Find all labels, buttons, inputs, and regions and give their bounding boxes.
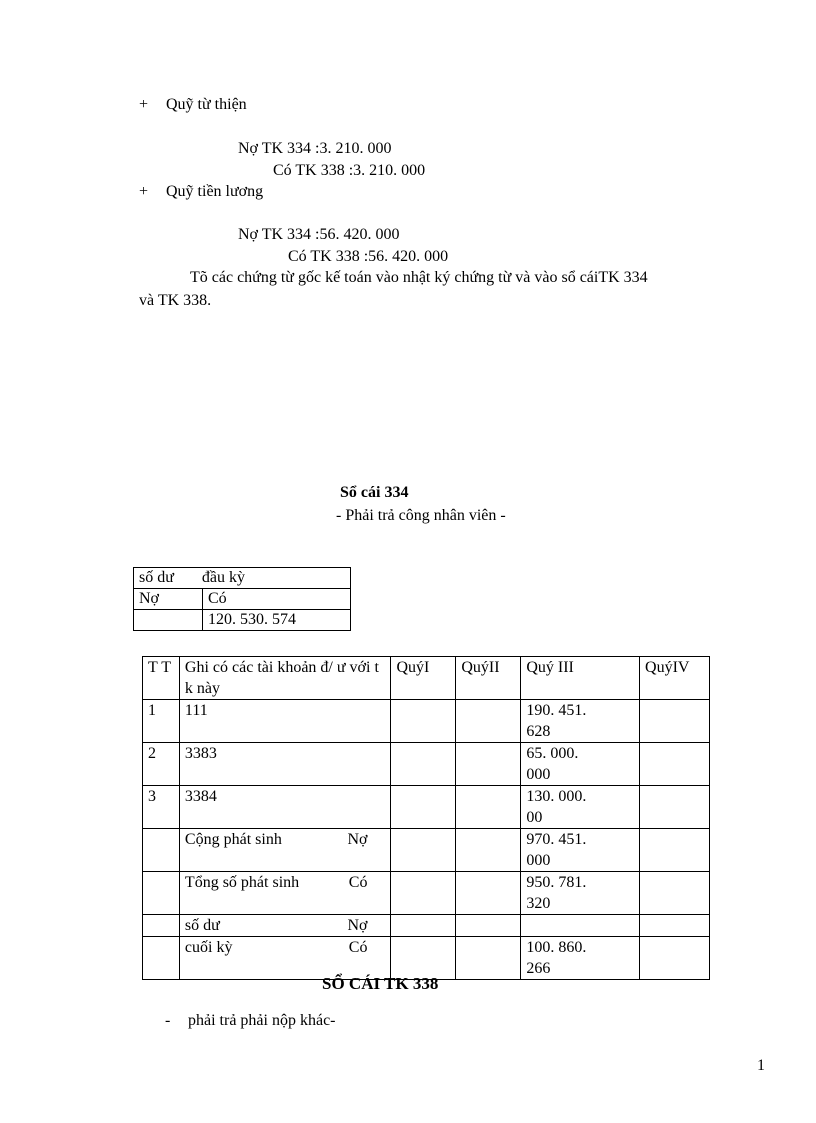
ledger-338-title: SỔ CÁI TK 338 xyxy=(322,974,439,993)
page-number: 1 xyxy=(757,1057,765,1074)
fund-salary-label: Quỹ tiền lương xyxy=(166,183,264,200)
row-tt: 2 xyxy=(143,743,180,786)
row-side-label: Có xyxy=(348,874,368,891)
row-q2 xyxy=(456,786,521,829)
row-q2 xyxy=(456,829,521,872)
opening-credit-header: Có xyxy=(203,589,351,610)
table-row xyxy=(143,915,710,937)
row-description-text: cuối kỳ xyxy=(184,939,233,956)
row-tt: 1 xyxy=(143,700,180,743)
row-q3-value: 100. 860. 266 xyxy=(521,937,640,980)
header-quarter-1: QuýI xyxy=(391,657,456,700)
salary-credit-entry: Có TK 338 :56. 420. 000 xyxy=(288,248,449,265)
ledger-header-row xyxy=(143,657,710,700)
row-q1 xyxy=(391,829,456,872)
charity-credit-entry: Có TK 338 :3. 210. 000 xyxy=(273,162,426,179)
row-q4 xyxy=(640,872,710,915)
row-q3-value: 190. 451. 628 xyxy=(521,700,640,743)
row-q4 xyxy=(640,786,710,829)
table-row xyxy=(143,829,710,872)
table-row xyxy=(143,872,710,915)
opening-balance-label-2: đầu kỳ xyxy=(201,569,246,586)
row-q2 xyxy=(456,743,521,786)
row-description xyxy=(179,786,391,829)
row-description xyxy=(179,743,391,786)
ledger-338-subtitle: phải trả phải nộp khác- xyxy=(188,1012,336,1029)
header-quarter-3: Quý III xyxy=(521,657,640,700)
opening-balance-header xyxy=(134,568,351,589)
opening-debit-header: Nợ xyxy=(134,589,203,610)
row-description-text: 3384 xyxy=(184,788,217,805)
row-q3-value: 950. 781. 320 xyxy=(521,872,640,915)
header-quarter-2: QuýII xyxy=(456,657,521,700)
header-description: Ghi có các tài khoản đ/ ư với tk này xyxy=(179,657,391,700)
row-q3-value: 130. 000. 00 xyxy=(521,786,640,829)
row-description-text: 3383 xyxy=(184,745,217,762)
row-q4 xyxy=(640,829,710,872)
row-side-label: Nợ xyxy=(347,917,368,934)
row-q2 xyxy=(456,915,521,937)
row-q1 xyxy=(391,700,456,743)
row-q4 xyxy=(640,700,710,743)
row-description-text: Tổng số phát sinh xyxy=(184,874,300,891)
row-q1 xyxy=(391,743,456,786)
row-description-text: số dư xyxy=(184,917,220,934)
row-q4 xyxy=(640,937,710,980)
fund-charity-label: Quỹ từ thiện xyxy=(166,96,247,113)
row-description-text: Cộng phát sinh xyxy=(184,831,282,848)
row-description xyxy=(179,829,391,872)
table-row xyxy=(143,700,710,743)
row-q2 xyxy=(456,872,521,915)
row-description xyxy=(179,915,391,937)
table-row xyxy=(143,786,710,829)
row-q3-value: 65. 000. 000 xyxy=(521,743,640,786)
row-q2 xyxy=(456,700,521,743)
header-quarter-4: QuýIV xyxy=(640,657,710,700)
bullet-plus: + xyxy=(139,96,149,113)
row-description xyxy=(179,700,391,743)
paragraph-line-1: Tõ các chứng từ gốc kế toán vào nhật ký chứng từ và vào sổ cáiTK 334 xyxy=(190,269,648,286)
opening-debit-value xyxy=(134,610,203,631)
opening-credit-value: 120. 530. 574 xyxy=(203,610,351,631)
row-tt xyxy=(143,829,180,872)
row-tt xyxy=(143,915,180,937)
row-tt xyxy=(143,937,180,980)
table-row xyxy=(143,743,710,786)
row-q3-value xyxy=(521,915,640,937)
opening-balance-label-1: số dư xyxy=(139,569,174,586)
salary-debit-entry: Nợ TK 334 :56. 420. 000 xyxy=(238,226,400,243)
row-q4 xyxy=(640,915,710,937)
bullet-plus: + xyxy=(139,183,149,200)
ledger-338-bullet: - xyxy=(165,1012,171,1029)
row-side-label: Nợ xyxy=(347,831,368,848)
paragraph-line-2: và TK 338. xyxy=(139,292,212,309)
row-q4 xyxy=(640,743,710,786)
ledger-334-subtitle: - Phải trả công nhân viên - xyxy=(336,507,506,524)
ledger-334-title: Sổ cái 334 xyxy=(340,484,409,501)
ledger-334-table xyxy=(142,656,710,980)
row-tt: 3 xyxy=(143,786,180,829)
row-description xyxy=(179,872,391,915)
charity-debit-entry: Nợ TK 334 :3. 210. 000 xyxy=(238,140,392,157)
row-q2 xyxy=(456,937,521,980)
row-q1 xyxy=(391,872,456,915)
row-side-label: Có xyxy=(348,939,368,956)
row-description-text: 111 xyxy=(184,702,208,719)
opening-balance-table xyxy=(133,567,351,631)
row-q1 xyxy=(391,915,456,937)
header-tt: T T xyxy=(143,657,180,700)
row-tt xyxy=(143,872,180,915)
row-q1 xyxy=(391,786,456,829)
row-q3-value: 970. 451. 000 xyxy=(521,829,640,872)
